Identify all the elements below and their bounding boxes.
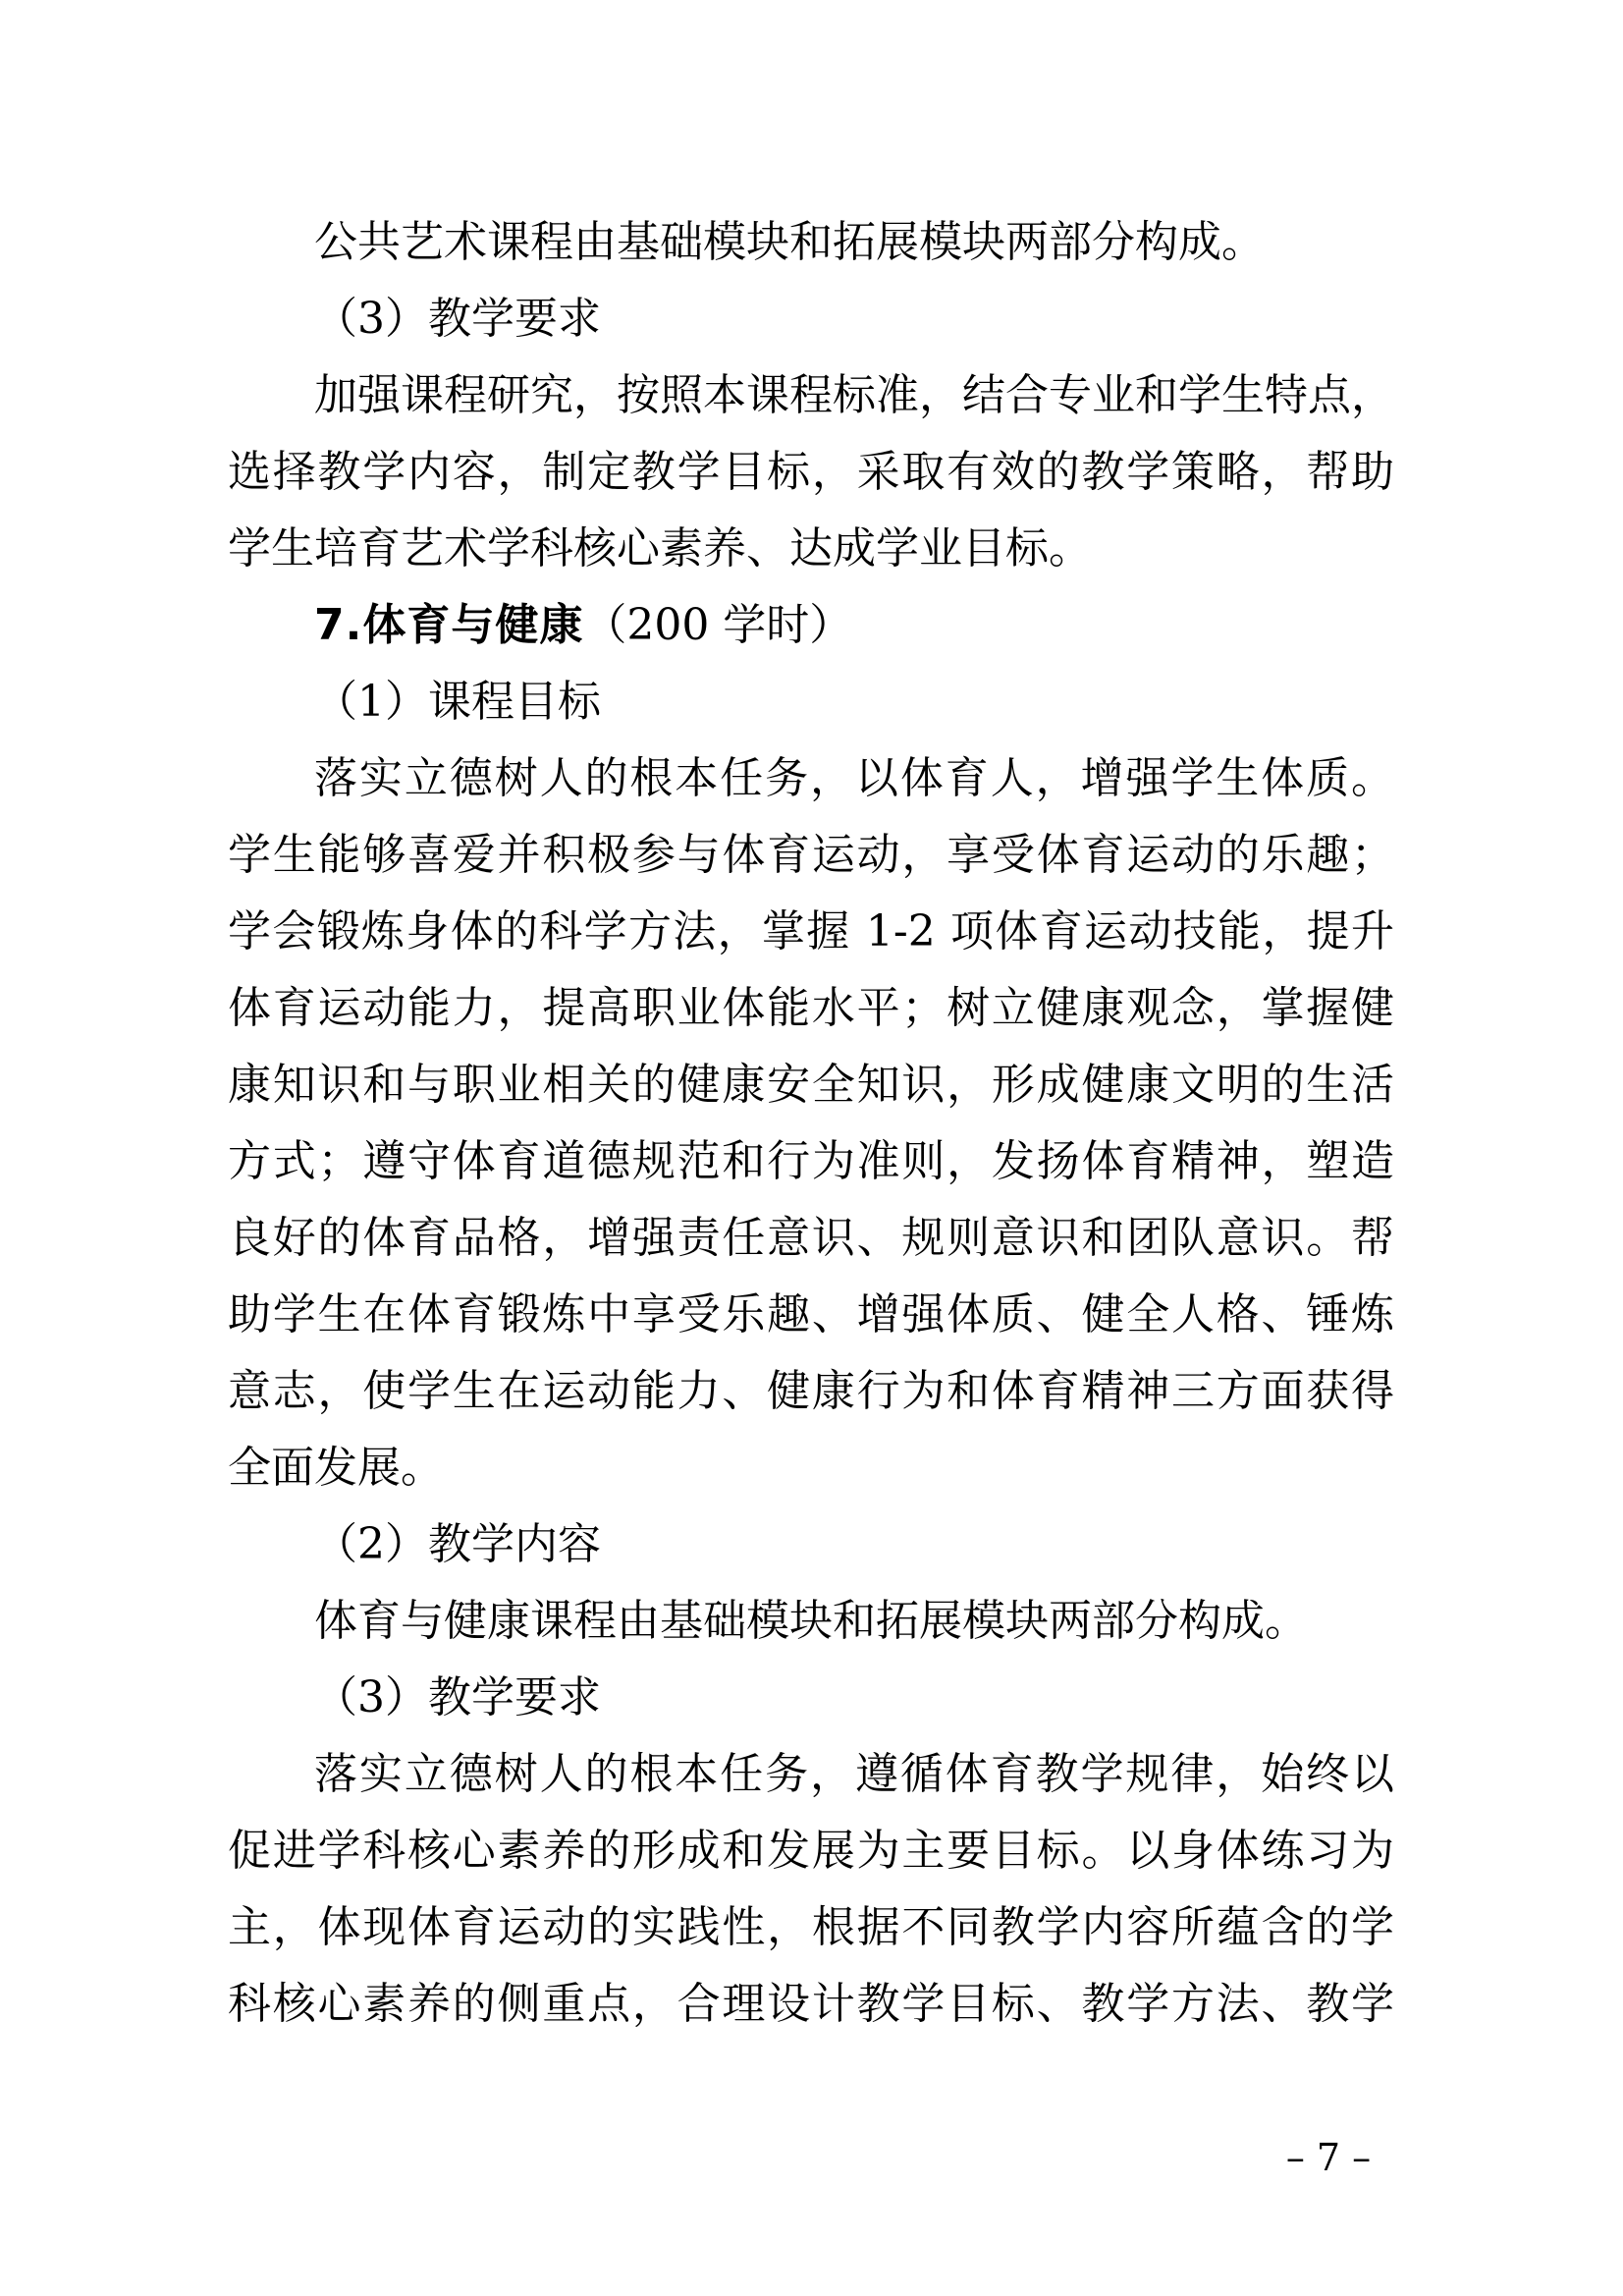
text-line <box>228 970 1394 1047</box>
text-segment: 学会锻炼身体的科学方法，掌握 1-2 项体育运动技能，提升 <box>228 906 1394 957</box>
text-line <box>228 434 1394 511</box>
text-line <box>228 664 1394 740</box>
document-text-block <box>228 204 1394 2043</box>
text-segment: 良好的体育品格，增强责任意识、规则意识和团队意识。帮 <box>228 1213 1394 1263</box>
text-line <box>228 1353 1394 1430</box>
text-segment: （200 学时） <box>583 600 853 650</box>
text-segment: 科核心素养的侧重点，合理设计教学目标、教学方法、教学 <box>228 1979 1394 2029</box>
text-segment: 体育运动能力，提高职业体能水平；树立健康观念，掌握健 <box>228 983 1394 1033</box>
text-segment: （2）教学内容 <box>314 1519 601 1569</box>
text-line <box>228 1813 1394 1889</box>
text-line <box>228 1200 1394 1277</box>
text-line <box>228 1277 1394 1353</box>
text-segment: 加强课程研究，按照本课程标准，结合专业和学生特点， <box>314 370 1394 420</box>
text-segment: 主，体现体育运动的实践性，根据不同教学内容所蕴含的学 <box>228 1902 1394 1952</box>
text-line <box>228 204 1394 281</box>
text-line <box>228 1506 1394 1583</box>
text-line <box>228 740 1394 817</box>
text-segment: 公共艺术课程由基础模块和拓展模块两部分构成。 <box>314 217 1265 267</box>
text-segment: 体育与健康课程由基础模块和拓展模块两部分构成。 <box>314 1596 1308 1646</box>
text-segment: 选择教学内容，制定教学目标，采取有效的教学策略，帮助 <box>228 447 1394 497</box>
page-number: – 7 – <box>1285 2136 1372 2179</box>
text-line <box>228 1889 1394 1966</box>
section-heading-text: 7.体育与健康 <box>314 600 584 650</box>
text-segment: （1）课程目标 <box>314 677 601 727</box>
text-line <box>228 511 1394 587</box>
text-segment: 康知识和与职业相关的健康安全知识，形成健康文明的生活 <box>228 1060 1394 1110</box>
text-segment: 落实立德树人的根本任务，以体育人，增强学生体质。 <box>314 753 1394 803</box>
text-segment: （3）教学要求 <box>314 294 601 344</box>
text-segment: 方式；遵守体育道德规范和行为准则，发扬体育精神，塑造 <box>228 1136 1394 1186</box>
text-segment: 全面发展。 <box>228 1443 444 1493</box>
text-segment: 助学生在体育锻炼中享受乐趣、增强体质、健全人格、锤炼 <box>228 1289 1394 1339</box>
text-segment: （3）教学要求 <box>314 1672 601 1722</box>
text-line <box>228 1047 1394 1123</box>
text-line <box>228 894 1394 970</box>
text-line <box>228 1123 1394 1200</box>
text-line <box>228 587 1394 664</box>
text-segment: 落实立德树人的根本任务，遵循体育教学规律，始终以 <box>314 1749 1394 1799</box>
text-line <box>228 1966 1394 2043</box>
text-segment: 学生能够喜爱并积极参与体育运动，享受体育运动的乐趣； <box>228 830 1394 880</box>
text-segment: 促进学科核心素养的形成和发展为主要目标。以身体练习为 <box>228 1826 1394 1876</box>
text-line <box>228 1736 1394 1813</box>
text-line <box>228 281 1394 357</box>
text-line <box>228 357 1394 434</box>
text-line <box>228 817 1394 894</box>
text-segment: 学生培育艺术学科核心素养、达成学业目标。 <box>228 523 1092 574</box>
text-segment: 意志，使学生在运动能力、健康行为和体育精神三方面获得 <box>228 1366 1394 1416</box>
text-line <box>228 1430 1394 1506</box>
text-line <box>228 1583 1394 1660</box>
text-line <box>228 1660 1394 1736</box>
